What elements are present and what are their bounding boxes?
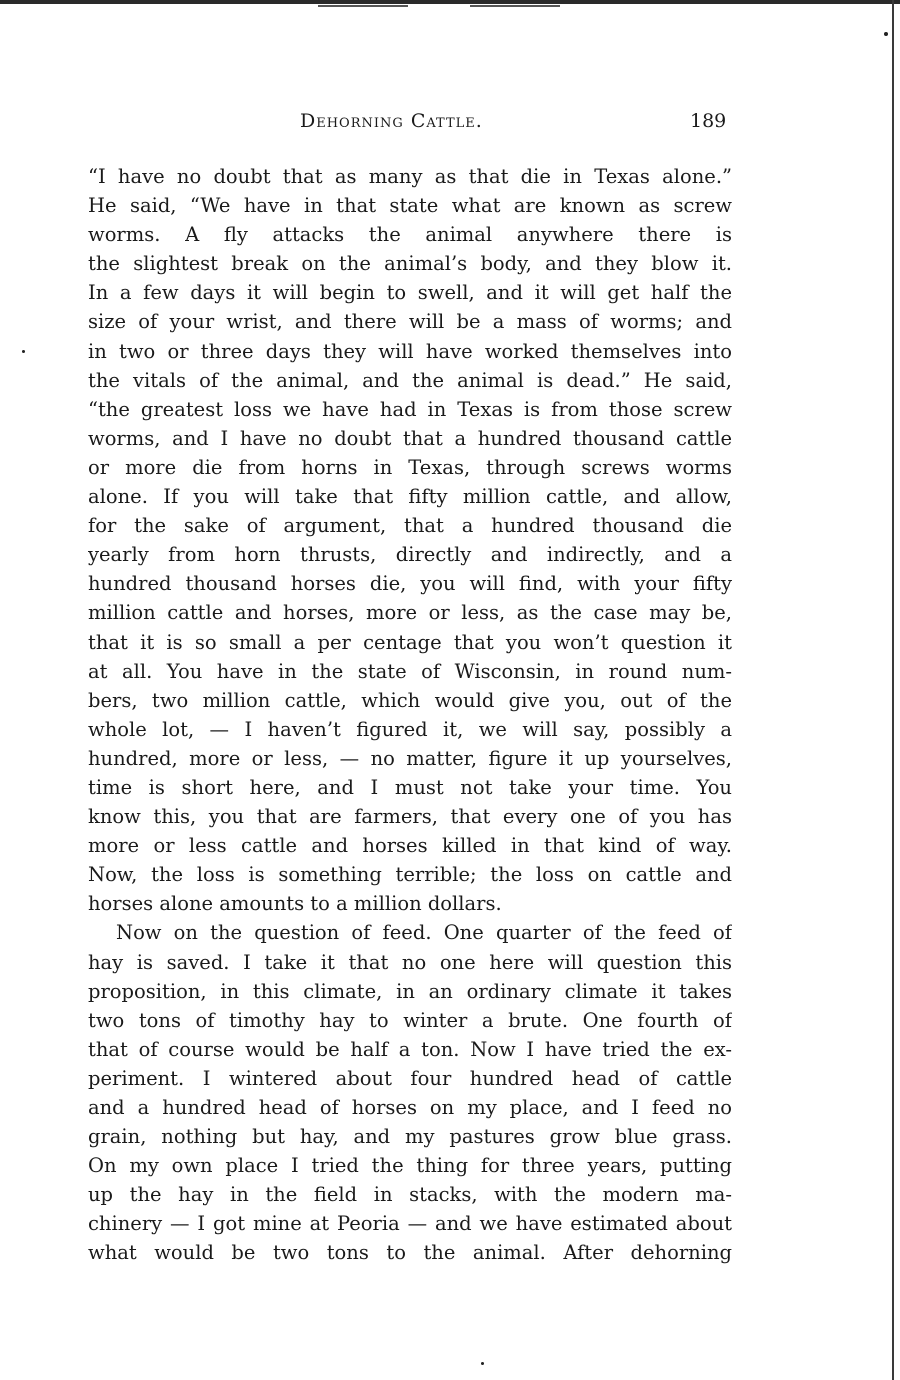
text-line: horses alone amounts to a million dollars. — [88, 892, 502, 916]
text-line: for the sake of argument, that a hundred thousand die — [88, 514, 732, 538]
speck-dot — [481, 1362, 484, 1365]
text-line: know this, you that are farmers, that every one of you has — [88, 805, 732, 829]
running-head — [0, 110, 900, 140]
scan-right-edge — [892, 0, 894, 1380]
text-line: that it is so small a per centage that you won’t question it — [88, 630, 732, 654]
text-line: Now on the question of feed. One quarter of the feed of — [116, 921, 732, 945]
text-line: He said, “We have in that state what are known as screw — [88, 194, 732, 218]
scan-top-edge — [0, 0, 900, 4]
text-line: size of your wrist, and there will be a mass of worms; and — [88, 310, 732, 334]
text-line: “the greatest loss we have had in Texas is from those screw — [88, 397, 732, 421]
text-line: million cattle and horses, more or less, as the case may be, — [88, 601, 732, 625]
scan-mark — [318, 5, 408, 7]
text-line: up the hay in the field in stacks, with the modern ma- — [88, 1183, 732, 1207]
text-line: bers, two million cattle, which would give you, out of the — [88, 688, 732, 712]
speck-dot — [22, 350, 25, 353]
text-line: more or less cattle and horses killed in that kind of way. — [88, 834, 732, 858]
body-text — [88, 162, 732, 1268]
text-line: grain, nothing but hay, and my pastures grow blue grass. — [88, 1125, 732, 1149]
running-title: Dehorning Cattle. — [300, 110, 483, 132]
text-line: time is short here, and I must not take your time. You — [88, 775, 732, 799]
text-line: hundred, more or less, — no matter, figure it up yourselves, — [88, 746, 732, 770]
scan-mark — [470, 5, 560, 7]
text-line: Now, the loss is something terrible; the loss on cattle and — [88, 863, 732, 887]
text-line: whole lot, — I haven’t figured it, we will say, possibly a — [88, 717, 732, 741]
text-line: and a hundred head of horses on my place, and I feed no — [88, 1096, 732, 1119]
text-line: hundred thousand horses die, you will find, with your fifty — [88, 572, 732, 596]
text-line: two tons of timothy hay to winter a brute. One fourth of — [88, 1008, 732, 1032]
speck-dot — [884, 32, 888, 36]
text-line: or more die from horns in Texas, through screws worms — [88, 455, 732, 479]
text-line: On my own place I tried the thing for three years, putting — [88, 1154, 732, 1178]
text-line: worms, and I have no doubt that a hundred thousand cattle — [88, 426, 732, 450]
text-line: alone. If you will take that fifty million cattle, and allow, — [88, 485, 732, 509]
page-number: 189 — [690, 110, 727, 132]
text-line: the slightest break on the animal’s body, and they blow it. — [88, 252, 732, 276]
text-line: yearly from horn thrusts, directly and indirectly, and a — [88, 543, 732, 567]
text-line: “I have no doubt that as many as that die in Texas alone.” — [88, 165, 732, 188]
text-line: the vitals of the animal, and the animal is dead.” He said, — [88, 368, 732, 392]
text-line: In a few days it will begin to swell, and it will get half the — [88, 281, 732, 305]
text-line: that of course would be half a ton. Now I have tried the ex- — [88, 1037, 732, 1061]
text-line: proposition, in this climate, in an ordinary climate it takes — [88, 979, 732, 1003]
text-line: chinery — I got mine at Peoria — and we have estimated about — [88, 1212, 732, 1236]
text-line: in two or three days they will have worked themselves into — [88, 339, 732, 363]
text-line: hay is saved. I take it that no one here will question this — [88, 950, 732, 974]
text-line: at all. You have in the state of Wisconsin, in round num- — [88, 659, 732, 683]
text-line: worms. A fly attacks the animal anywhere there is — [88, 223, 732, 247]
text-line: what would be two tons to the animal. After dehorning — [88, 1241, 732, 1265]
text-line: periment. I wintered about four hundred head of cattle — [88, 1066, 732, 1090]
